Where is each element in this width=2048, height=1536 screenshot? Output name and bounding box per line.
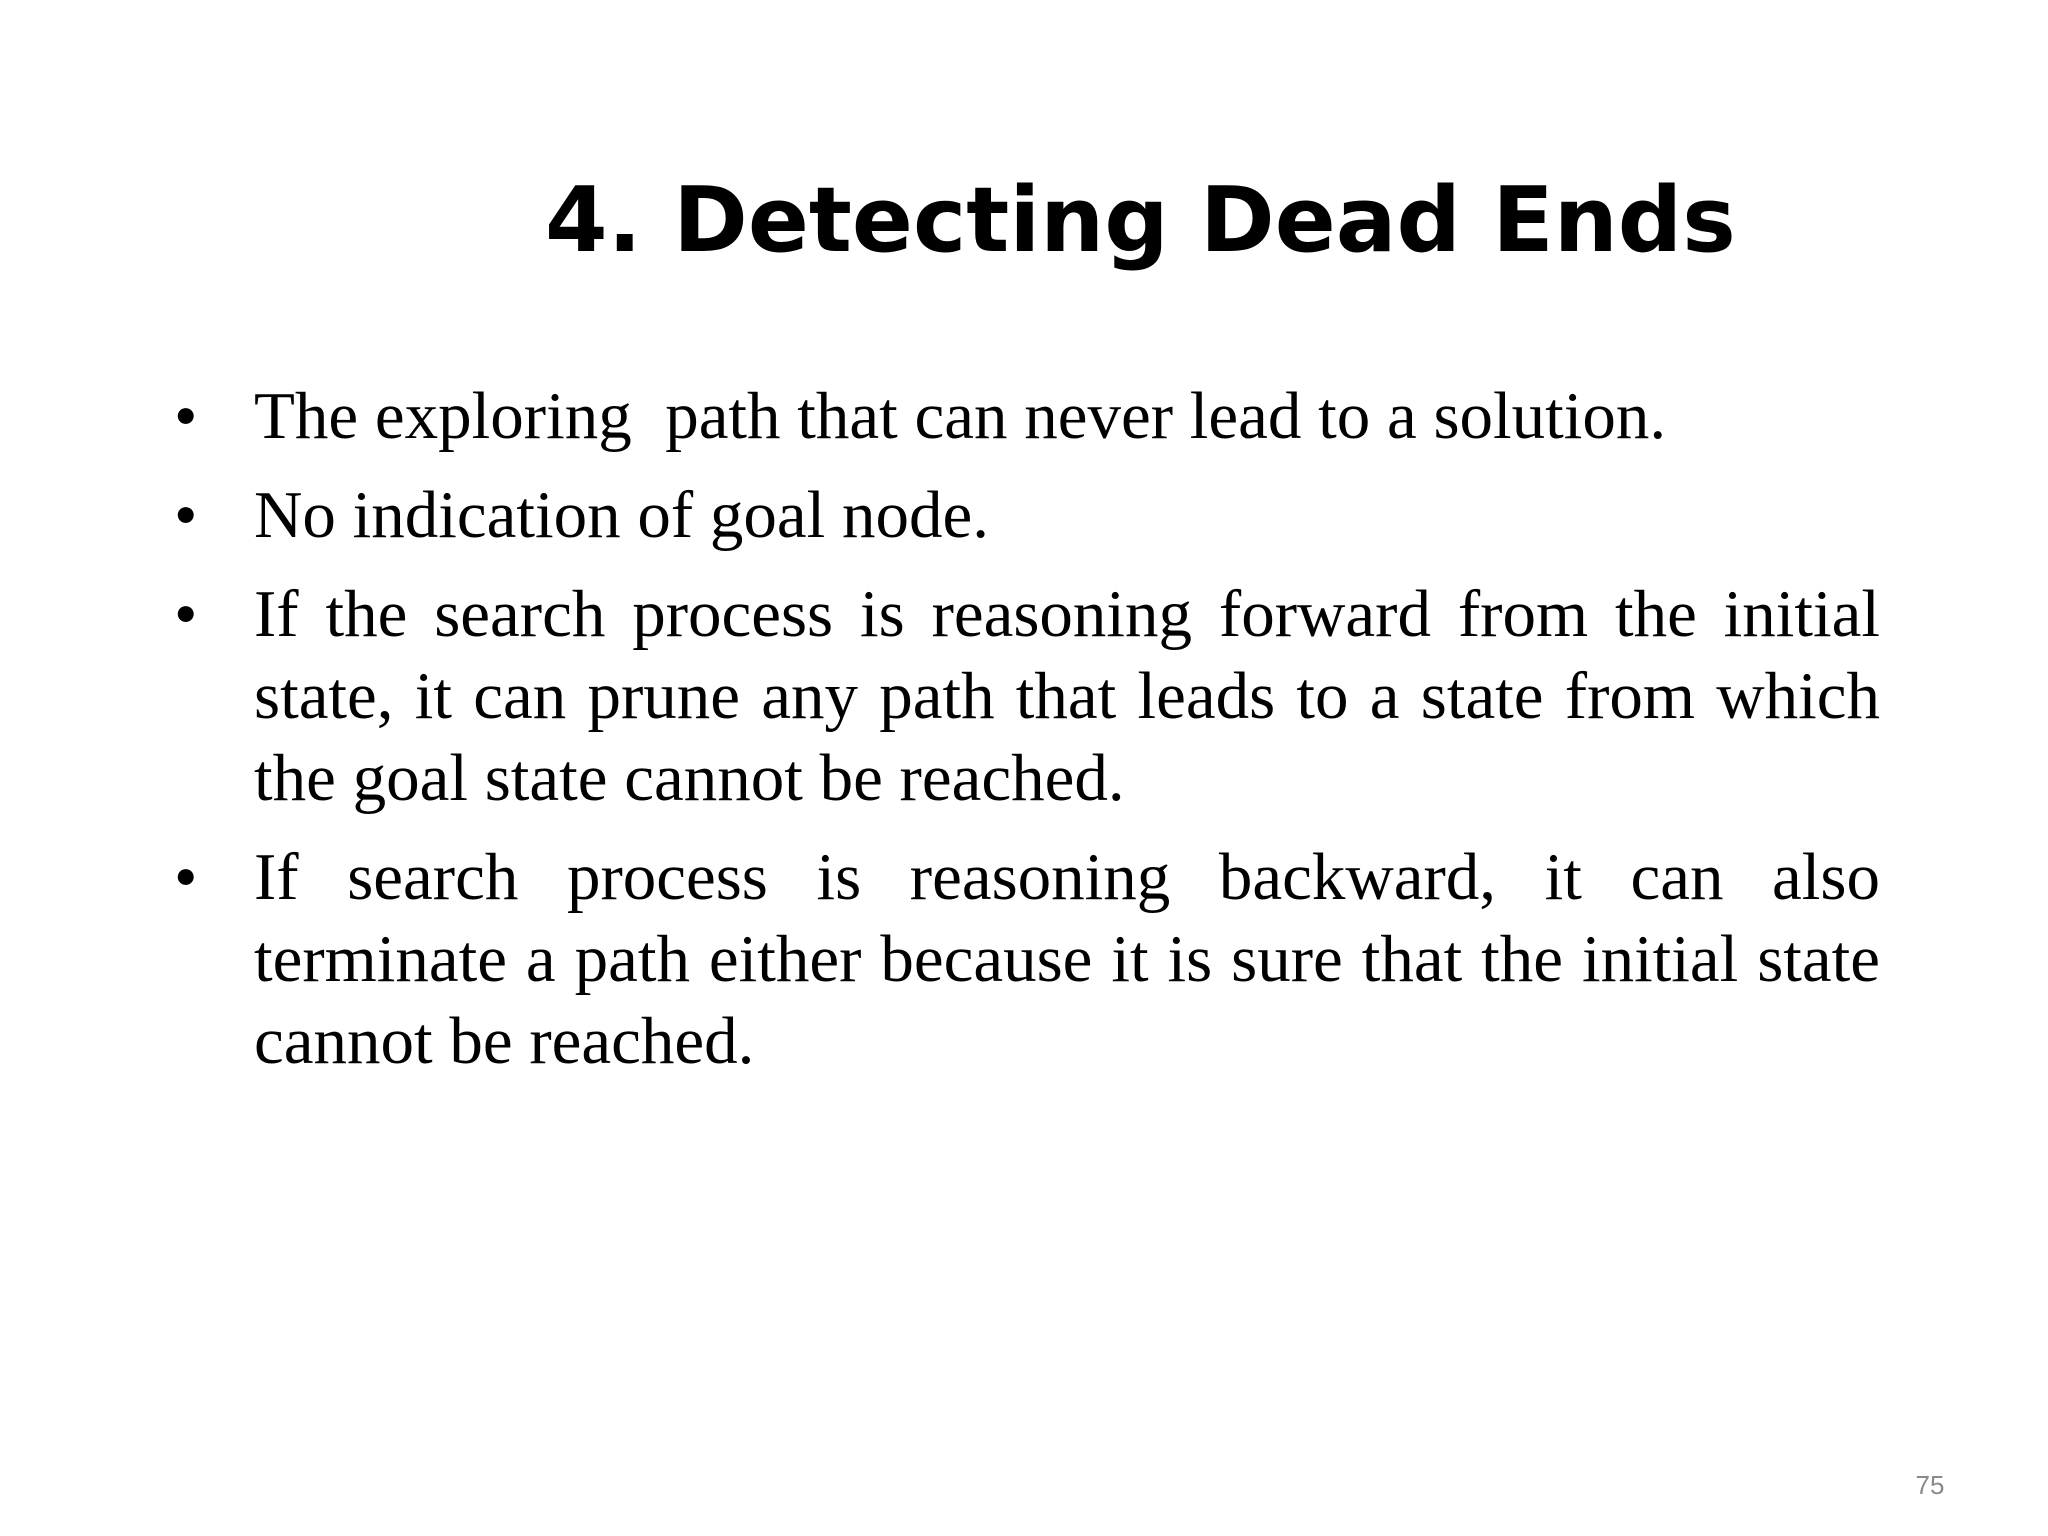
page-number: 75 xyxy=(1915,1470,1945,1500)
bullet-icon: • xyxy=(174,379,198,453)
bullet-text: If search process is reasoning backward, it can also terminate a path either because it is sure that the initial state cannot be reached. xyxy=(254,840,1880,1078)
bullet-icon: • xyxy=(174,478,198,552)
bullet-list xyxy=(170,375,1880,1099)
bullet-icon: • xyxy=(174,840,198,914)
list-item xyxy=(170,474,1880,556)
bullet-icon: • xyxy=(174,577,198,651)
bullet-text: If the search process is reasoning forward from the initial state, it can prune any path that leads to a state from which the goal state cannot be reached. xyxy=(254,577,1880,815)
list-item xyxy=(170,573,1880,819)
list-item xyxy=(170,836,1880,1082)
slide-title: 4. Detecting Dead Ends xyxy=(545,168,1736,273)
bullet-text: No indication of goal node. xyxy=(254,478,989,552)
list-item xyxy=(170,375,1880,457)
bullet-text: The exploring path that can never lead to a solution. xyxy=(254,379,1667,453)
